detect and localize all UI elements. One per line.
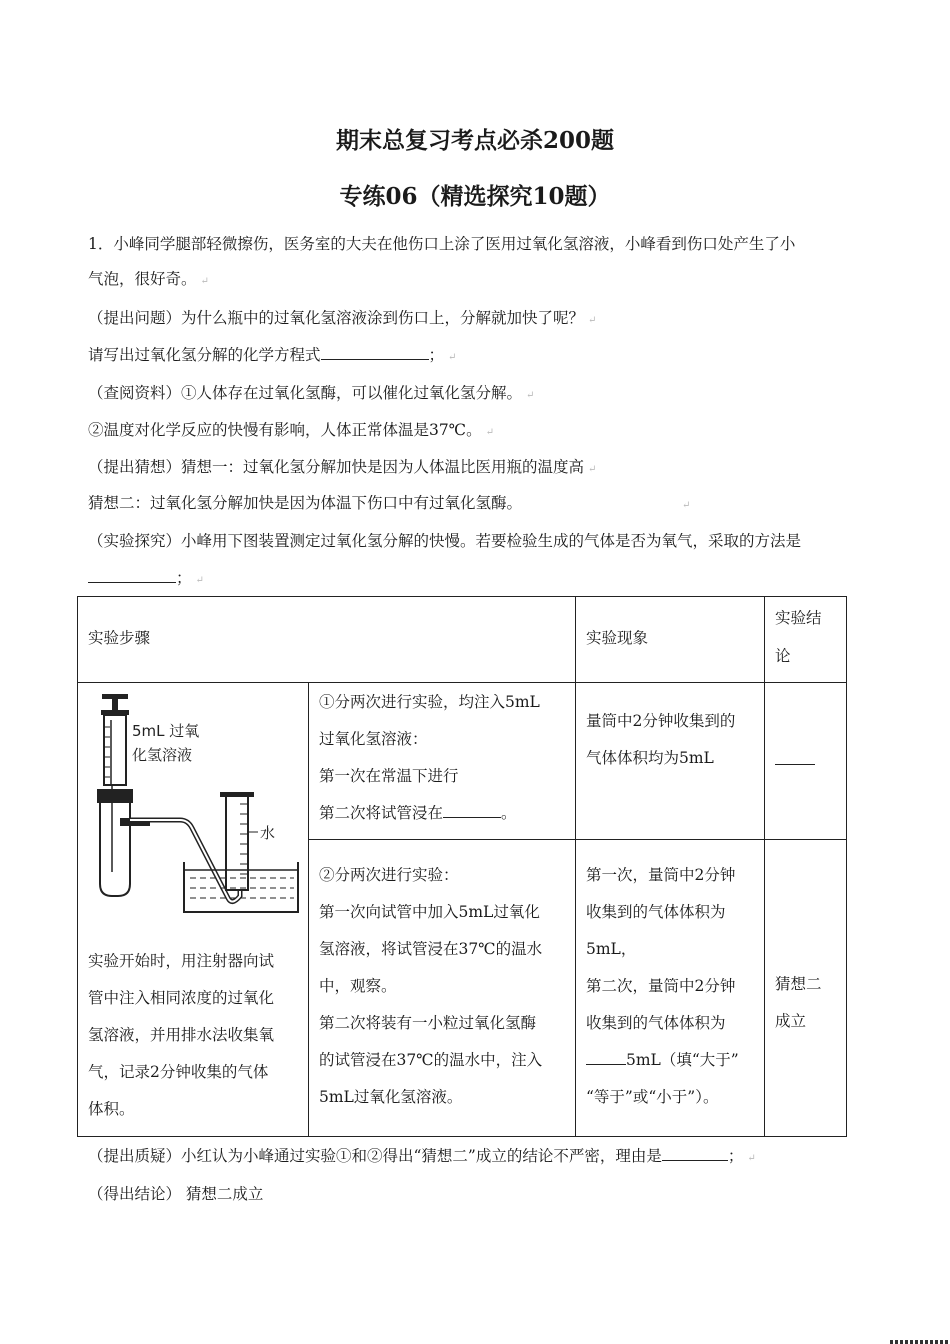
apparatus-label: 化氢溶液 (132, 746, 193, 764)
paragraph-mark: ↵ (526, 390, 535, 401)
question-line: 1．小峰同学腿部轻微擦伤，医务室的大夫在他伤口上涂了医用过氧化氢溶液，小峰看到伤口处产生了小 (88, 235, 796, 253)
question-line (88, 1144, 756, 1166)
phen-line (586, 1042, 739, 1079)
question-text: （提出猜想）猜想一：过氧化氢分解加快是因为人体温比医用瓶的温度高 (88, 458, 585, 476)
table-border (575, 596, 576, 1137)
question-text: ②温度对化学反应的快慢有影响，人体正常体温是37℃。 (88, 421, 482, 439)
question-text: 猜想二：过氧化氢分解加快是因为体温下伤口中有过氧化氢酶。 (88, 494, 523, 512)
step-line: 中，观察。 (319, 977, 397, 995)
step-line: 第一次向试管中加入5mL过氧化 (319, 903, 540, 921)
caption-line: 实验开始时，用注射器向试 (88, 952, 275, 970)
phen-text: 5mL（填“大于” (626, 1051, 739, 1069)
phen-line: 气体体积均为5mL (586, 749, 714, 767)
paragraph-mark: ↵ (485, 427, 494, 438)
concl-line: 猜想二 (775, 975, 822, 993)
delivery-tube-icon (120, 818, 240, 902)
phen-line: 量筒中2分钟收集到的 (586, 712, 736, 730)
paragraph-mark: ↵ (588, 464, 597, 475)
question-line (88, 306, 596, 328)
step-text: 第二次将试管浸在 (319, 804, 444, 822)
table-border (308, 839, 847, 840)
caption-line: 管中注入相同浓度的过氧化 (88, 989, 275, 1007)
question-text: ； (727, 1147, 744, 1165)
apparatus-label: 5mL 过氧 (132, 722, 200, 740)
question-line (88, 418, 494, 440)
table-header: 实验现象 (586, 629, 649, 647)
apparatus-caption (88, 943, 274, 1128)
measuring-cylinder-icon (220, 792, 258, 890)
test-tube-icon (97, 785, 133, 896)
question-line (88, 267, 209, 289)
row1-step (319, 684, 540, 832)
question-text: ； (176, 569, 192, 587)
row2-phenomenon (586, 857, 739, 1116)
phen-line: 收集到的气体体积为 (586, 1014, 726, 1032)
step-line: ①分两次进行实验，均注入5mL (319, 693, 540, 711)
step-line: 第二次将装有一小粒过氧化氢酶 (319, 1014, 537, 1032)
step-line: 5mL过氧化氢溶液。 (319, 1088, 463, 1106)
table-border (77, 596, 847, 597)
question-line (88, 381, 534, 403)
table-border (77, 1136, 847, 1137)
answer-blank[interactable] (321, 345, 429, 360)
question-text: （查阅资料）①人体存在过氧化氢酶，可以催化过氧化氢分解。 (88, 384, 523, 402)
question-text: （提出问题）为什么瓶中的过氧化氢溶液涂到伤口上，分解就加快了呢？ (88, 309, 585, 327)
apparatus-diagram (90, 692, 305, 920)
step-line: 过氧化氢溶液： (319, 730, 428, 748)
step-line: 的试管浸在37℃的温水中，注入 (319, 1051, 543, 1069)
step-line: 氢溶液，将试管浸在37℃的温水 (319, 940, 543, 958)
question-text: （提出质疑）小红认为小峰通过实验①和②得出“猜想二”成立的结论不严密，理由是 (88, 1147, 662, 1165)
caption-line: 气，记录2分钟收集的气体 (88, 1063, 269, 1081)
answer-blank[interactable] (775, 750, 815, 765)
phen-line: “等于”或“小于”）。 (586, 1088, 719, 1106)
paragraph-mark: ↵ (448, 352, 457, 363)
paragraph-mark: ↵ (747, 1153, 756, 1164)
table-border (846, 596, 847, 1137)
table-header: 论 (775, 647, 791, 665)
row2-step (319, 857, 542, 1116)
step-line (319, 795, 540, 832)
caption-line: 氢溶液，并用排水法收集氧 (88, 1026, 275, 1044)
water-trough-icon (184, 862, 298, 912)
paragraph-mark: ↵ (588, 315, 597, 326)
answer-blank[interactable] (88, 568, 176, 583)
question-text: 请写出过氧化氢分解的化学方程式 (88, 346, 321, 364)
paragraph-mark: ↵ (682, 500, 691, 511)
phen-line: 第二次，量筒中2分钟 (586, 977, 736, 995)
table-border (77, 682, 847, 683)
table-border (77, 596, 78, 1137)
paragraph-mark: ↵ (200, 276, 209, 287)
row1-phenomenon (586, 703, 735, 777)
step-text: 。 (501, 804, 517, 822)
question-line (88, 491, 690, 513)
question-line: （得出结论） 猜想二成立 (88, 1185, 264, 1203)
step-line: 第一次在常温下进行 (319, 767, 459, 785)
step-line: ②分两次进行实验： (319, 866, 459, 884)
page-title: 期末总复习考点必杀200题 (335, 127, 614, 154)
phen-line: 5mL， (586, 940, 637, 958)
row2-conclusion (775, 966, 822, 1040)
syringe-icon (101, 694, 129, 785)
table-border (764, 596, 765, 1137)
phen-line: 第一次，量筒中2分钟 (586, 866, 736, 884)
apparatus-label: 水 (260, 824, 276, 842)
page-edge-marker (890, 1340, 950, 1344)
question-line: （实验探究）小峰用下图装置测定过氧化氢分解的快慢。若要检验生成的气体是否为氧气，采取的方法是 (88, 532, 802, 550)
question-text: 气泡，很好奇。 (88, 270, 197, 288)
caption-line: 体积。 (88, 1100, 135, 1118)
concl-line: 成立 (775, 1012, 807, 1030)
question-line (88, 566, 204, 588)
question-line (88, 455, 596, 477)
page-subtitle: 专练06（精选探究10题） (339, 183, 611, 210)
table-border (308, 682, 309, 1137)
table-header: 实验结 (775, 609, 822, 627)
answer-blank[interactable] (443, 803, 501, 818)
paragraph-mark: ↵ (195, 575, 204, 586)
phen-line: 收集到的气体体积为 (586, 903, 726, 921)
question-line (88, 343, 456, 365)
answer-blank[interactable] (586, 1050, 626, 1065)
table-header: 实验步骤 (88, 629, 151, 647)
answer-blank[interactable] (662, 1146, 728, 1161)
question-text: ； (428, 346, 445, 364)
